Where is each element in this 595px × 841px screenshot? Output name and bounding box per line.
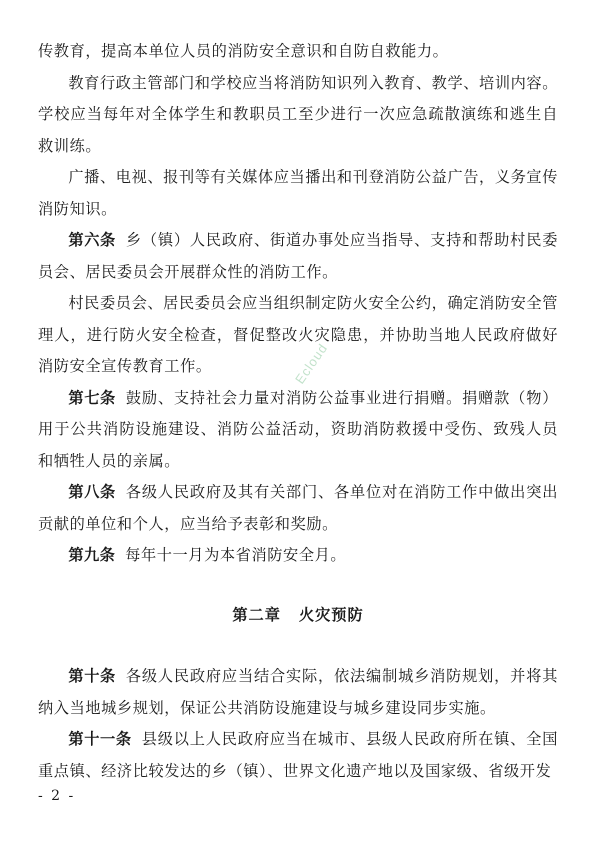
chapter-heading xyxy=(38,600,558,632)
paragraph xyxy=(38,661,558,724)
paragraph xyxy=(38,36,558,68)
article-number: 第九条 xyxy=(68,546,116,564)
paragraph-text: 每年十一月为本省消防安全月。 xyxy=(125,546,347,564)
paragraph-text: 村民委员会、居民委员会应当组织制定防火安全公约，确定消防安全管理人，进行防火安全检查，督促整改火灾隐患，并协助当地人民政府做好消防安全宣传教育工作。 xyxy=(38,294,558,375)
paragraph xyxy=(38,383,558,478)
paragraph-text: 鼓励、支持社会力量对消防公益事业进行捐赠。捐赠款（物）用于公共消防设施建设、消防公益活动，资助消防救援中受伤、致残人员和牺牲人员的亲属。 xyxy=(38,388,559,470)
paragraph xyxy=(38,724,558,787)
chapter-number: 第二章 xyxy=(232,605,281,624)
article-number: 第十一条 xyxy=(68,730,132,748)
chapter-title: 火灾预防 xyxy=(298,605,364,624)
paragraph-text: 各级人民政府应当结合实际，依法编制城乡消防规划，并将其纳入当地城乡规划，保证公共消防设施建设与城乡建设同步实施。 xyxy=(38,667,559,717)
article-number: 第六条 xyxy=(68,231,116,249)
paragraph-text: 乡（镇）人民政府、街道办事处应当指导、支持和帮助村民委员会、居民委员会开展群众性的消防工作。 xyxy=(38,231,559,281)
article-number: 第十条 xyxy=(68,667,116,685)
article-number: 第七条 xyxy=(68,388,116,407)
paragraph xyxy=(38,540,558,572)
paragraph-text: 各级人民政府及其有关部门、各单位对在消防工作中做出突出贡献的单位和个人，应当给予表彰和奖励。 xyxy=(38,483,559,533)
paragraph-text: 广播、电视、报刊等有关媒体应当播出和刊登消防公益广告，义务宣传消防知识。 xyxy=(38,168,558,218)
document-page xyxy=(38,36,558,787)
watermark-logo: Ecloud xyxy=(292,340,331,387)
paragraph xyxy=(38,477,558,540)
paragraph xyxy=(38,68,558,163)
paragraph xyxy=(38,162,558,225)
page-number: - 2 - xyxy=(38,788,76,804)
paragraph-text: 传教育，提高本单位人员的消防安全意识和自防自救能力。 xyxy=(38,42,449,60)
body-text-top xyxy=(38,36,558,572)
article-number: 第八条 xyxy=(68,483,116,501)
paragraph-text: 教育行政主管部门和学校应当将消防知识列入教育、教学、培训内容。学校应当每年对全体学生和教职员工至少进行一次应急疏散演练和逃生自救训练。 xyxy=(38,73,558,155)
body-text-bottom xyxy=(38,661,558,787)
paragraph-text: 县级以上人民政府应当在城市、县级人民政府所在镇、全国重点镇、经济比较发达的乡（镇）、世界文化遗产地以及国家级、省级开发 xyxy=(38,730,558,780)
paragraph xyxy=(38,225,558,288)
